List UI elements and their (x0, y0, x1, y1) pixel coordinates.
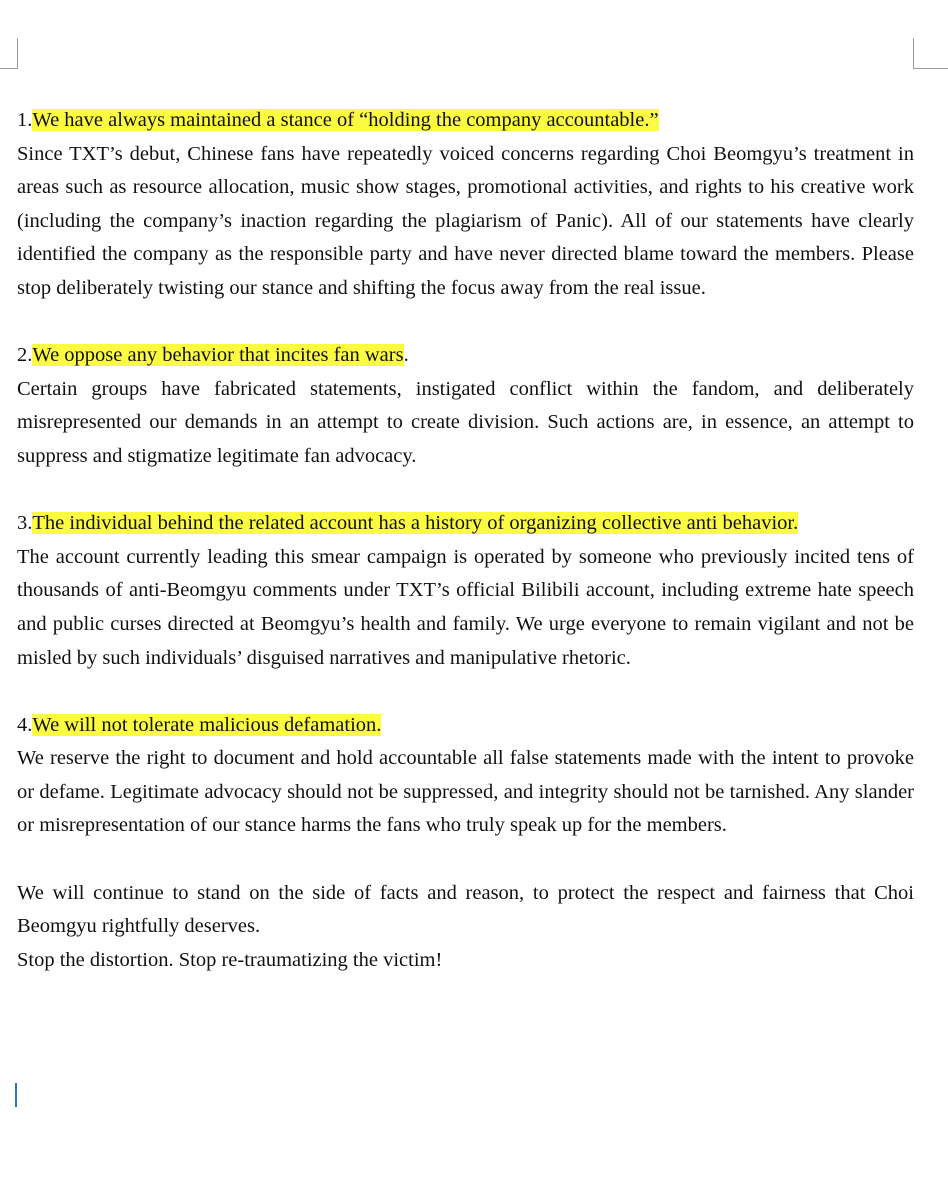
document-body[interactable] (17, 104, 914, 977)
section-3-body: The account currently leading this smear campaign is operated by someone who previously incited tens of thousands of anti-Beomgyu comments under TXT’s official Bilibili account, including extreme hate speech and public curses directed at Beomgyu’s health and family. We urge everyone to remain vigilant and not be misled by such individuals’ disguised narratives and manipulative rhetoric. (17, 545, 914, 669)
page-corner-mark-top-left (0, 38, 18, 69)
section-3-heading-text: The individual behind the related account has a history of organizing collective anti behavior. (32, 512, 799, 535)
section-2-heading-suffix: . (403, 344, 409, 367)
section-4-number: 4. (17, 713, 33, 736)
section-2-heading (17, 339, 914, 373)
section-3-number: 3. (17, 512, 33, 535)
section-1-body: Since TXT’s debut, Chinese fans have repeatedly voiced concerns regarding Choi Beomgyu’s treatment in areas such as resource allocation, music show stages, promotional activities, and rights to his creative work (including the company’s inaction regarding the plagiarism of Panic). All of our statements have clearly identified the company as the responsible party and have never directed blame toward the members. Please stop deliberately twisting our stance and shifting the focus away from the real issue. (17, 142, 914, 299)
paragraph-gap (17, 474, 914, 508)
section-3-heading (17, 507, 914, 541)
closing-slogan: Stop the distortion. Stop re-traumatizing the victim! (17, 948, 443, 971)
paragraph-gap (17, 306, 914, 340)
page-corner-mark-top-right (913, 38, 948, 69)
section-2-number: 2. (17, 344, 33, 367)
paragraph-gap (17, 675, 914, 709)
section-2-heading-text: We oppose any behavior that incites fan wars (32, 344, 404, 367)
section-4-body: We reserve the right to document and hold accountable all false statements made with the intent to provoke or defame. Legitimate advocacy should not be suppressed, and integrity should not be tarnished. Any slander or misrepresentation of our stance harms the fans who truly speak up for the members. (17, 747, 914, 837)
section-4-heading-text: We will not tolerate malicious defamation. (32, 713, 382, 736)
paragraph-gap (17, 843, 914, 877)
section-1-number: 1. (17, 109, 33, 131)
section-1-heading-text: We have always maintained a stance of “holding the company accountable.” (32, 109, 659, 131)
closing-statement: We will continue to stand on the side of facts and reason, to protect the respect and fairness that Choi Beomgyu rightfully deserves. (17, 881, 914, 938)
text-cursor (15, 1083, 17, 1107)
section-4-heading (17, 709, 914, 743)
section-1-heading (17, 104, 914, 138)
section-2-body: Certain groups have fabricated statements, instigated conflict within the fandom, and deliberately misrepresented our demands in an attempt to create division. Such actions are, in essence, an attempt to suppress and stigmatize legitimate fan advocacy. (17, 377, 914, 467)
